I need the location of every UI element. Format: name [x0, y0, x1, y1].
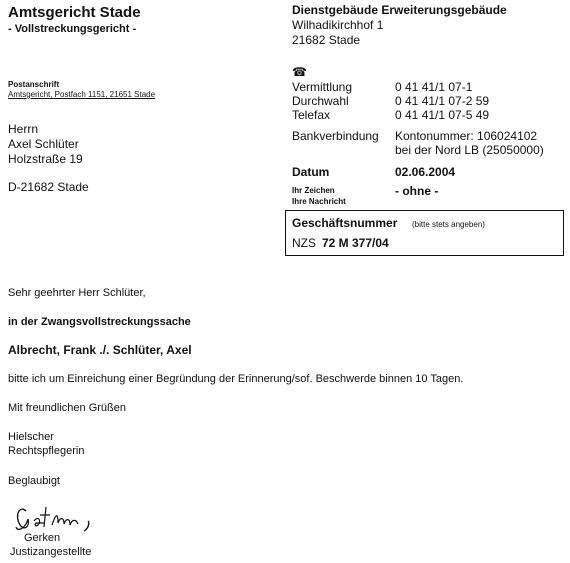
case-label: Geschäftsnummer — [292, 216, 398, 230]
bank-label: Bankverbindung — [292, 129, 379, 143]
greeting: Sehr geehrter Herr Schlüter, — [8, 287, 146, 299]
court-name: Amtsgericht Stade — [8, 4, 141, 21]
contact-value-durchwahl: 0 41 41/1 07-2 59 — [395, 94, 490, 108]
signer-name: Hielscher — [8, 431, 54, 443]
date-value: 02.06.2004 — [395, 165, 456, 179]
postal-address: Amtsgericht, Postfach 1151, 21651 Stade — [8, 90, 156, 99]
phone-icon: ☎ — [292, 65, 307, 79]
recipient-street: Holzstraße 19 — [8, 152, 83, 166]
court-subtitle: - Vollstreckungsgericht - — [8, 23, 137, 35]
building-street: Wilhadikirchhof 1 — [292, 18, 384, 32]
bank-account: Kontonummer: 106024102 — [395, 129, 538, 143]
case-number: 72 M 377/04 — [322, 236, 389, 250]
building-city: 21682 Stade — [292, 33, 361, 47]
handwritten-signature — [12, 497, 112, 537]
recipient-name: Axel Schlüter — [8, 137, 79, 151]
postal-label: Postanschrift — [8, 80, 60, 89]
ref-label-2: Ihre Nachricht — [292, 197, 346, 206]
certified-label: Beglaubigt — [8, 475, 60, 487]
building-title: Dienstgebäude Erweiterungsgebäude — [292, 3, 507, 17]
matter-line: in der Zwangsvollstreckungssache — [8, 316, 191, 328]
contact-value-vermittlung: 0 41 41/1 07-1 — [395, 80, 473, 94]
recipient-salutation: Herrn — [8, 122, 39, 136]
closing: Mit freundlichen Grüßen — [8, 402, 126, 414]
case-hint: (bitte stets angeben) — [412, 220, 485, 229]
parties-line: Albrecht, Frank ./. Schlüter, Axel — [8, 343, 192, 357]
body-text: bitte ich um Einreichung einer Begründung der Erinnerung/sof. Beschwerde binnen 10 Tagen. — [8, 373, 464, 385]
bank-name: bei der Nord LB (25050000) — [395, 143, 544, 157]
clerk-name: Gerken — [24, 532, 61, 544]
recipient-city: D-21682 Stade — [8, 180, 89, 194]
contact-label-vermittlung: Vermittlung — [292, 80, 353, 94]
contact-value-telefax: 0 41 41/1 07-5 49 — [395, 108, 490, 122]
case-prefix: NZS — [292, 236, 316, 250]
contact-label-durchwahl: Durchwahl — [292, 94, 349, 108]
ref-value: - ohne - — [395, 184, 439, 198]
contact-label-telefax: Telefax — [292, 108, 331, 122]
clerk-title: Justizangestellte — [10, 546, 92, 558]
signer-title: Rechtspflegerin — [8, 445, 85, 457]
date-label: Datum — [292, 165, 330, 179]
ref-label-1: Ihr Zeichen — [292, 186, 335, 195]
